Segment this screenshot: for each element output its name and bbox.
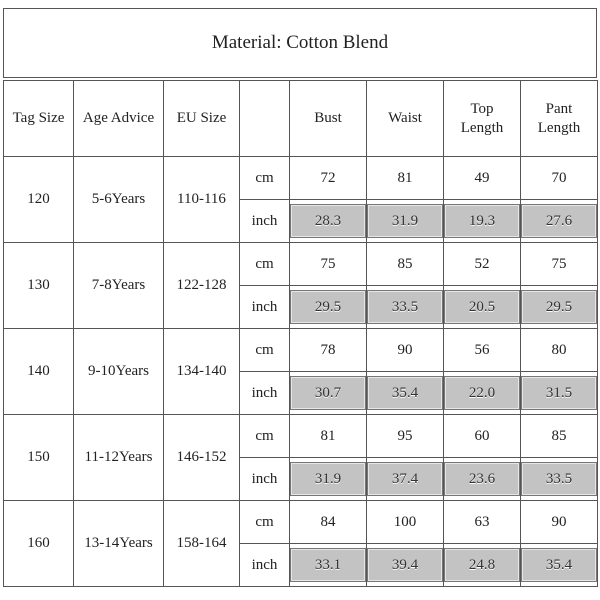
inch-value: 28.3 bbox=[290, 204, 366, 238]
size-row-cm bbox=[4, 501, 598, 544]
inch-value: 31.9 bbox=[367, 204, 443, 238]
measurement-inch-cell bbox=[521, 200, 598, 243]
header-unit bbox=[240, 81, 290, 157]
header-pant-length: Pant Length bbox=[521, 81, 598, 157]
inch-value: 27.6 bbox=[521, 204, 597, 238]
measurement-cm-cell: 80 bbox=[521, 329, 598, 372]
eu-size-cell: 122-128 bbox=[164, 243, 240, 329]
measurement-cm-cell: 100 bbox=[367, 501, 444, 544]
measurement-cm-cell: 63 bbox=[444, 501, 521, 544]
eu-size-cell: 110-116 bbox=[164, 157, 240, 243]
size-row-cm bbox=[4, 157, 598, 200]
measurement-cm-cell: 84 bbox=[290, 501, 367, 544]
inch-value: 24.8 bbox=[444, 548, 520, 582]
measurement-cm-cell: 81 bbox=[290, 415, 367, 458]
size-table bbox=[3, 80, 598, 587]
measurement-inch-cell bbox=[521, 286, 598, 329]
tag-size-cell: 140 bbox=[4, 329, 74, 415]
measurement-cm-cell: 78 bbox=[290, 329, 367, 372]
inch-value: 30.7 bbox=[290, 376, 366, 410]
measurement-inch-cell bbox=[444, 544, 521, 587]
measurement-cm-cell: 81 bbox=[367, 157, 444, 200]
measurement-inch-cell bbox=[444, 372, 521, 415]
measurement-inch-cell bbox=[290, 372, 367, 415]
tag-size-cell: 130 bbox=[4, 243, 74, 329]
chart-title: Material: Cotton Blend bbox=[3, 8, 597, 78]
unit-cm-label: cm bbox=[240, 415, 290, 458]
header-age-advice: Age Advice bbox=[74, 81, 164, 157]
tag-size-cell: 120 bbox=[4, 157, 74, 243]
header-bust: Bust bbox=[290, 81, 367, 157]
header-top-length: Top Length bbox=[444, 81, 521, 157]
inch-value: 20.5 bbox=[444, 290, 520, 324]
measurement-cm-cell: 75 bbox=[521, 243, 598, 286]
measurement-cm-cell: 72 bbox=[290, 157, 367, 200]
measurement-inch-cell bbox=[290, 200, 367, 243]
inch-value: 39.4 bbox=[367, 548, 443, 582]
measurement-cm-cell: 85 bbox=[367, 243, 444, 286]
inch-value: 33.5 bbox=[367, 290, 443, 324]
measurement-inch-cell bbox=[444, 458, 521, 501]
tag-size-cell: 150 bbox=[4, 415, 74, 501]
unit-inch-label: inch bbox=[240, 544, 290, 587]
measurement-inch-cell bbox=[367, 372, 444, 415]
size-row-cm bbox=[4, 415, 598, 458]
size-row-cm bbox=[4, 329, 598, 372]
measurement-inch-cell bbox=[367, 458, 444, 501]
unit-inch-label: inch bbox=[240, 458, 290, 501]
inch-value: 35.4 bbox=[367, 376, 443, 410]
measurement-cm-cell: 56 bbox=[444, 329, 521, 372]
age-advice-cell: 5-6Years bbox=[74, 157, 164, 243]
age-advice-cell: 13-14Years bbox=[74, 501, 164, 587]
age-advice-cell: 11-12Years bbox=[74, 415, 164, 501]
measurement-inch-cell bbox=[367, 286, 444, 329]
unit-cm-label: cm bbox=[240, 501, 290, 544]
header-eu-size: EU Size bbox=[164, 81, 240, 157]
measurement-cm-cell: 90 bbox=[521, 501, 598, 544]
header-waist: Waist bbox=[367, 81, 444, 157]
inch-value: 31.5 bbox=[521, 376, 597, 410]
measurement-inch-cell bbox=[444, 200, 521, 243]
unit-cm-label: cm bbox=[240, 157, 290, 200]
inch-value: 31.9 bbox=[290, 462, 366, 496]
unit-inch-label: inch bbox=[240, 372, 290, 415]
eu-size-cell: 146-152 bbox=[164, 415, 240, 501]
tag-size-cell: 160 bbox=[4, 501, 74, 587]
measurement-inch-cell bbox=[367, 544, 444, 587]
inch-value: 37.4 bbox=[367, 462, 443, 496]
unit-cm-label: cm bbox=[240, 329, 290, 372]
measurement-inch-cell bbox=[521, 372, 598, 415]
measurement-cm-cell: 95 bbox=[367, 415, 444, 458]
inch-value: 33.5 bbox=[521, 462, 597, 496]
measurement-inch-cell bbox=[290, 544, 367, 587]
inch-value: 29.5 bbox=[521, 290, 597, 324]
measurement-cm-cell: 70 bbox=[521, 157, 598, 200]
measurement-cm-cell: 85 bbox=[521, 415, 598, 458]
measurement-cm-cell: 52 bbox=[444, 243, 521, 286]
inch-value: 29.5 bbox=[290, 290, 366, 324]
inch-value: 23.6 bbox=[444, 462, 520, 496]
age-advice-cell: 7-8Years bbox=[74, 243, 164, 329]
measurement-cm-cell: 90 bbox=[367, 329, 444, 372]
header-tag-size: Tag Size bbox=[4, 81, 74, 157]
inch-value: 33.1 bbox=[290, 548, 366, 582]
measurement-inch-cell bbox=[444, 286, 521, 329]
measurement-inch-cell bbox=[521, 544, 598, 587]
unit-inch-label: inch bbox=[240, 286, 290, 329]
measurement-inch-cell bbox=[290, 286, 367, 329]
eu-size-cell: 134-140 bbox=[164, 329, 240, 415]
measurement-inch-cell bbox=[521, 458, 598, 501]
measurement-inch-cell bbox=[290, 458, 367, 501]
eu-size-cell: 158-164 bbox=[164, 501, 240, 587]
unit-inch-label: inch bbox=[240, 200, 290, 243]
measurement-cm-cell: 60 bbox=[444, 415, 521, 458]
size-row-cm bbox=[4, 243, 598, 286]
header-row bbox=[4, 81, 598, 157]
inch-value: 19.3 bbox=[444, 204, 520, 238]
age-advice-cell: 9-10Years bbox=[74, 329, 164, 415]
inch-value: 35.4 bbox=[521, 548, 597, 582]
unit-cm-label: cm bbox=[240, 243, 290, 286]
measurement-cm-cell: 75 bbox=[290, 243, 367, 286]
measurement-cm-cell: 49 bbox=[444, 157, 521, 200]
inch-value: 22.0 bbox=[444, 376, 520, 410]
measurement-inch-cell bbox=[367, 200, 444, 243]
